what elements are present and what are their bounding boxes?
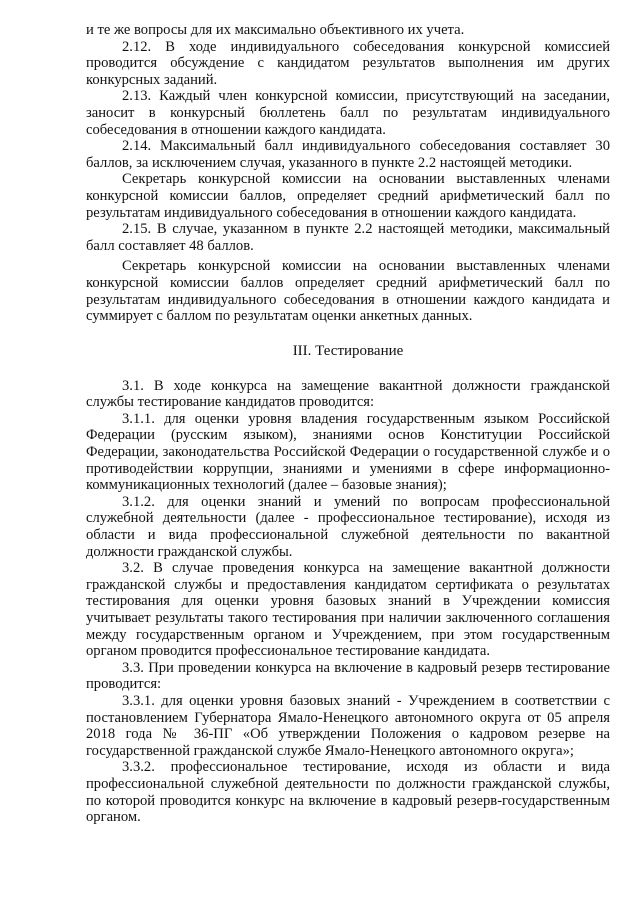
paragraph-3-1-2: 3.1.2. для оценки знаний и умений по вопросам профессиональной служебной деятельности (далее - профессиональное тестирование), исходя из области и вида профессиональной служебной деятельности по вакантной должности гражданской службы. [86,493,610,560]
paragraph-3-3-2: 3.3.2. профессиональное тестирование, исходя из области и вида профессиональной служебной деятельности по должности гражданской службы, по которой проводится конкурс на включение в кадровый резерв-государственным органом. [86,759,610,826]
paragraph-3-1: 3.1. В ходе конкурса на замещение вакантной должности гражданской службы тестирование кандидатов проводится: [86,377,610,411]
paragraph-3-3: 3.3. При проведении конкурса на включение в кадровый резерв тестирование проводится: [86,659,610,693]
paragraph-3-1-1: 3.1.1. для оценки уровня владения государственным языком Российской Федерации (русским языком), знаниями основ Конституции Российской Федерации, законодательства Российской Федерации о государственной службе и о противодействии коррупции, знаниями и умениями в сфере информационно-коммуникационных технологий (далее – базовые знания); [86,410,610,494]
paragraph-continuation: и те же вопросы для их максимально объективного их учета. [86,22,465,38]
paragraph-3-3-1: 3.3.1. для оценки уровня базовых знаний - Учреждением в соответствии с постановлением Губернатора Ямало-Ненецкого автономного округа от 05 апреля 2018 года № 36-ПГ «Об утверждении Положения о кадровом резерве на государственной гражданской службе Ямало-Ненецкого автономного округа»; [86,692,610,759]
paragraph-secretary-1: Секретарь конкурсной комиссии на основании выставленных членами конкурсной комиссии баллов, определяет средний арифметический балл по результатам индивидуального собеседования в отношении каждого кандидата. [86,171,610,221]
paragraph-secretary-2: Секретарь конкурсной комиссии на основании выставленных членами конкурсной комиссии баллов определяет средний арифметический балл по результатам индивидуального собеседования в отношении каждого кандидата и суммирует с баллом по результатам оценки анкетных данных. [86,258,610,325]
paragraph-2-15: 2.15. В случае, указанном в пункте 2.2 настоящей методики, максимальный балл составляет 48 баллов. [86,221,610,254]
paragraph-2-12: 2.12. В ходе индивидуального собеседования конкурсной комиссией проводится обсуждение с кандидатом результатов выполнения им других конкурсных заданий. [86,38,610,88]
paragraph-2-13: 2.13. Каждый член конкурсной комиссии, присутствующий на заседании, заносит в конкурсный бюллетень балл по результатам индивидуального собеседования в отношении каждого кандидата. [86,88,610,138]
paragraph-3-2: 3.2. В случае проведения конкурса на замещение вакантной должности гражданской службы и предоставления кандидатом сертификата о результатах тестирования для оценки уровня базовых знаний в Учреждении комиссия учитывает результаты такого тестирования при наличии заключенного соглашения между государственным органом и Учреждением, при этом государственным органом проводится профессиональное тестирование кандидата. [86,560,610,660]
paragraph-2-14: 2.14. Максимальный балл индивидуального собеседования составляет 30 баллов, за исключением случая, указанного в пункте 2.2 настоящей методики. [86,138,610,171]
section-title: III. Тестирование [292,342,404,359]
